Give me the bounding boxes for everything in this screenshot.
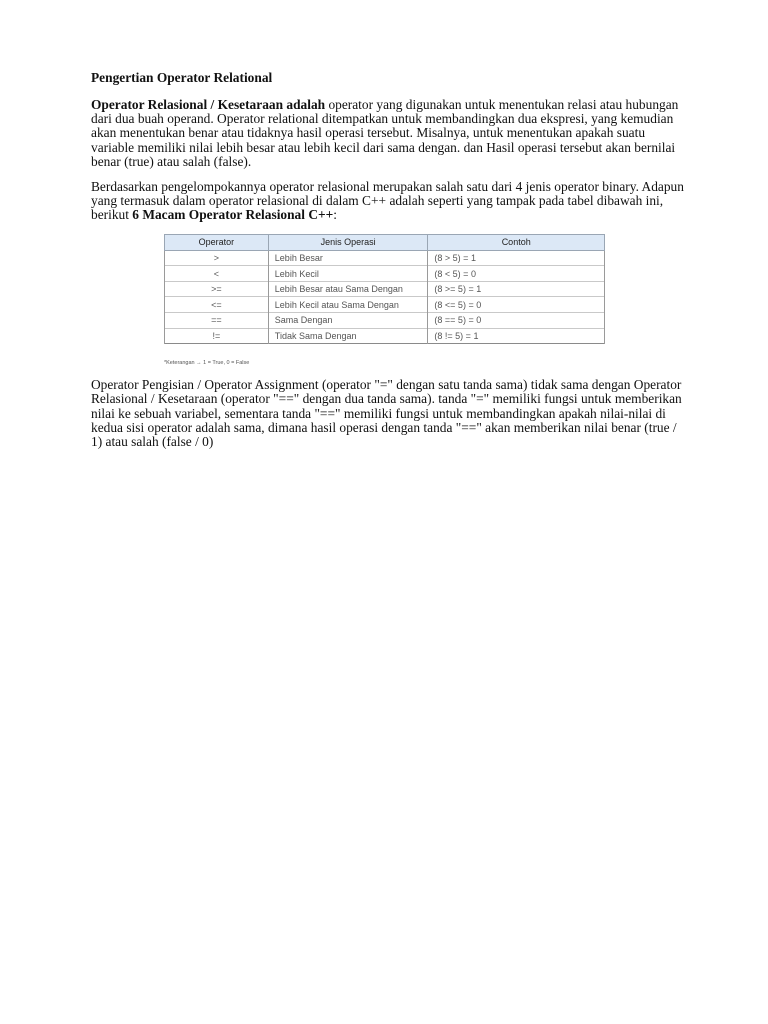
grouping-tail: : (333, 207, 337, 223)
cell-operator: <= (165, 297, 269, 313)
cell-contoh: (8 <= 5) = 0 (428, 297, 605, 313)
cell-operator: < (165, 266, 269, 282)
header-contoh: Contoh (428, 234, 605, 250)
definition-bold-lead: Operator Relasional / Kesetaraan adalah (91, 97, 326, 112)
cell-operator: >= (165, 281, 269, 297)
cell-operator: == (165, 313, 269, 329)
paragraph-assignment: Operator Pengisian / Operator Assignment (operator "=" dengan satu tanda sama) tidak sama dengan Operator Relasional / Kesetaraan (operator "==" dengan dua tanda sama). tanda "=" memiliki fungsi untuk memberikan nilai ke sebuah variabel, sementara tanda "==" memiliki fungsi untuk membandingkan apakah nilai-nilai di kedua sisi operator adalah sama, dimana hasil operasi dengan tanda "==" akan memberikan nilai benar (true / 1) atau salah (false / 0) (91, 377, 682, 449)
table-row (165, 281, 605, 297)
cell-jenis-operasi: Lebih Besar (268, 250, 428, 266)
cell-jenis-operasi: Sama Dengan (268, 313, 428, 329)
operator-table (164, 234, 605, 345)
definition-text: operator yang digunakan untuk menentukan relasi atau hubungan dari dua buah operand. Operator relational ditempatkan untuk membandingkan dua ekspresi, yang kemudian akan menentukan benar atau tidaknya hasil operasi tersebut. Misalnya, untuk menentukan apakah suatu variable memiliki nilai lebih besar atau lebih kecil dari sama dengan. dan Hasil operasi tersebut akan bernilai benar (true) atau salah (false). (91, 97, 679, 169)
cell-contoh: (8 < 5) = 0 (428, 266, 605, 282)
header-jenis-operasi: Jenis Operasi (268, 234, 428, 250)
cell-contoh: (8 == 5) = 0 (428, 313, 605, 329)
cell-jenis-operasi: Tidak Sama Dengan (268, 328, 428, 344)
table-row (165, 313, 605, 329)
header-operator: Operator (165, 234, 269, 250)
document-content (91, 70, 691, 460)
operator-table-figure (164, 234, 606, 345)
table-note: *Keterangan → 1 = True, 0 = False (164, 360, 250, 367)
cell-operator: > (165, 250, 269, 266)
table-row (165, 328, 605, 344)
cell-jenis-operasi: Lebih Kecil (268, 266, 428, 282)
cell-jenis-operasi: Lebih Kecil atau Sama Dengan (268, 297, 428, 313)
grouping-bold: 6 Macam Operator Relasional C++ (132, 207, 334, 223)
table-header-row (165, 234, 605, 250)
document-title: Pengertian Operator Relational (91, 70, 273, 85)
cell-operator: != (165, 328, 269, 344)
grouping-text: Berdasarkan pengelompokannya operator relasional merupakan salah satu dari 4 jenis operator binary. Adapun yang termasuk dalam operator relasional di dalam C++ adalah seperti yang tampak pada tabel dibawah ini, berikut (91, 179, 684, 223)
cell-contoh: (8 >= 5) = 1 (428, 281, 605, 297)
table-row (165, 266, 605, 282)
paragraph-definition (91, 98, 691, 169)
table-row (165, 297, 605, 313)
cell-contoh: (8 > 5) = 1 (428, 250, 605, 266)
cell-contoh: (8 != 5) = 1 (428, 328, 605, 344)
cell-jenis-operasi: Lebih Besar atau Sama Dengan (268, 281, 428, 297)
table-row (165, 250, 605, 266)
paragraph-grouping (91, 180, 691, 223)
